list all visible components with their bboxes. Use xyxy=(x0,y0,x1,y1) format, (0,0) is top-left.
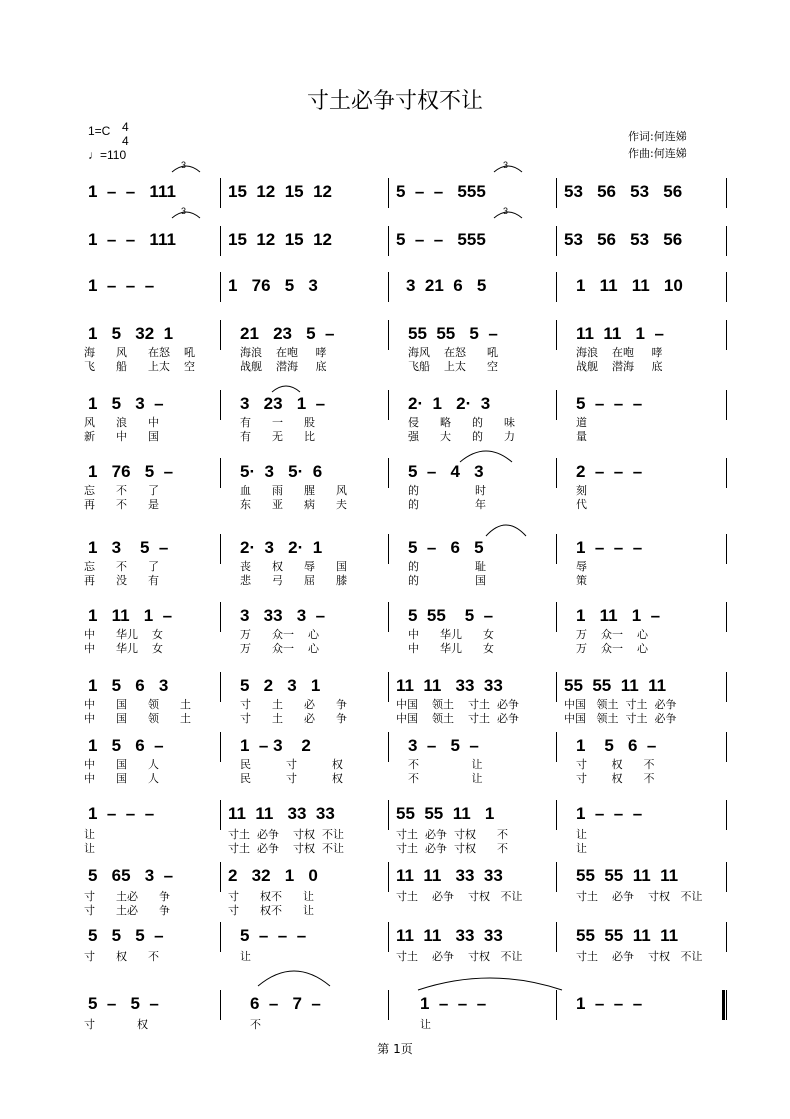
lyric-line: 海 风 在怒 吼 xyxy=(84,346,195,359)
measure: 1 – – – xyxy=(576,538,643,557)
lyric-line: 不 xyxy=(250,1018,261,1031)
lyric-line: 寸 权 不 xyxy=(576,772,655,785)
measure: 1 – 3 2 xyxy=(240,736,311,755)
lyric-line: 的 耻 xyxy=(408,560,486,573)
lyric-line: 寸 权 不 xyxy=(84,950,159,963)
lyric-line: 道 xyxy=(576,416,587,429)
measure: 5 – – 555 xyxy=(396,230,486,249)
measure: 55 55 5 – xyxy=(408,324,498,343)
lyric-line: 寸 权 不 xyxy=(576,758,655,771)
measure: 1 5 6 – xyxy=(576,736,657,755)
measure: 2· 1 2· 3 xyxy=(408,394,491,413)
lyric-line: 寸土 必争 寸权 不让 xyxy=(228,842,344,855)
lyric-line: 中 华儿 女 xyxy=(84,642,163,655)
measure: 1 5 32 1 xyxy=(88,324,174,343)
measure: 5 2 3 1 xyxy=(240,676,321,695)
lyric-line: 让 xyxy=(576,842,587,855)
measure: 53 56 53 56 xyxy=(564,182,683,201)
lyric-line: 中国 领土 寸土 必争 xyxy=(564,712,677,725)
lyric-line: 寸 土必 争 xyxy=(84,890,170,903)
measure: 11 11 33 33 xyxy=(396,926,503,945)
composer-credit: 作曲:何连娣 xyxy=(628,147,687,160)
measure: 5· 3 5· 6 xyxy=(240,462,323,481)
measure: 11 11 1 – xyxy=(576,324,664,343)
measure: 55 55 11 11 xyxy=(576,926,679,945)
measure: 1 – – – xyxy=(420,994,487,1013)
measure: 21 23 5 – xyxy=(240,324,335,343)
lyric-line: 中 华儿 女 xyxy=(408,642,494,655)
lyric-line: 量 xyxy=(576,430,587,443)
lyric-line: 的 年 xyxy=(408,498,486,511)
lyric-line: 海浪 在咆 哮 xyxy=(240,346,327,359)
lyric-line: 寸土 必争 寸权 不让 xyxy=(228,828,344,841)
lyric-line: 让 xyxy=(240,950,251,963)
measure: 1 – – 111 xyxy=(88,230,176,249)
measure: 1 – – 111 xyxy=(88,182,176,201)
measure: 1 76 5 – xyxy=(88,462,174,481)
measure: 5 65 3 – xyxy=(88,866,174,885)
measure: 5 – 6 5 xyxy=(408,538,484,557)
tempo-value: =110 xyxy=(100,148,127,162)
svg-text:3: 3 xyxy=(503,206,509,216)
lyric-line: 寸土 必争 寸权 不 xyxy=(396,828,508,841)
measure: 1 11 1 – xyxy=(576,606,661,625)
lyric-line: 强 大 的 力 xyxy=(408,430,515,443)
lyric-line: 不 让 xyxy=(408,758,483,771)
measure: 1 – – – xyxy=(576,804,643,823)
measure: 55 55 11 1 xyxy=(396,804,495,823)
measure: 15 12 15 12 xyxy=(228,230,332,249)
lyric-line: 寸 土 必 争 xyxy=(240,698,347,711)
measure: 2· 3 2· 1 xyxy=(240,538,323,557)
lyric-line: 再 没 有 xyxy=(84,574,159,587)
lyric-line: 飞船 上太 空 xyxy=(408,360,498,373)
lyric-line: 血 雨 腥 风 xyxy=(240,484,347,497)
measure: 1 5 3 – xyxy=(88,394,164,413)
measure: 3 21 6 5 xyxy=(406,276,487,295)
lyric-line: 忘 不 了 xyxy=(84,560,159,573)
measure: 1 5 6 – xyxy=(88,736,164,755)
svg-text:3: 3 xyxy=(181,206,187,216)
lyric-line: 万 众一 心 xyxy=(240,642,319,655)
lyric-line: 让 xyxy=(84,828,95,841)
song-title: 寸土必争寸权不让 xyxy=(306,89,483,114)
lyric-line: 海风 在怒 吼 xyxy=(408,346,498,359)
lyric-line: 风 浪 中 xyxy=(84,416,159,429)
lyric-line: 让 xyxy=(420,1018,431,1031)
lyric-line: 寸土 必争 寸权 不让 xyxy=(576,950,703,963)
measure: 15 12 15 12 xyxy=(228,182,332,201)
measure: 1 5 6 3 xyxy=(88,676,169,695)
lyric-line: 代 xyxy=(576,498,587,511)
lyric-line: 民 寸 权 xyxy=(240,772,343,785)
lyric-line: 中国 领土 寸土 必争 xyxy=(396,698,519,711)
measure: 1 11 1 – xyxy=(88,606,173,625)
lyric-line: 侵 略 的 味 xyxy=(408,416,515,429)
measure: 1 – – – xyxy=(88,276,155,295)
svg-text:3: 3 xyxy=(503,160,509,170)
lyric-line: 战舰 潜海 底 xyxy=(240,360,327,373)
measure: 3 33 3 – xyxy=(240,606,326,625)
lyric-line: 民 寸 权 xyxy=(240,758,343,771)
lyric-line: 寸土 必争 寸权 不让 xyxy=(396,950,523,963)
lyric-line: 再 不 是 xyxy=(84,498,159,511)
lyric-line: 寸 土 必 争 xyxy=(240,712,347,725)
svg-text:3: 3 xyxy=(181,160,187,170)
lyric-line: 飞 船 上太 空 xyxy=(84,360,195,373)
lyric-line: 辱 xyxy=(576,560,587,573)
measure: 5 – – 555 xyxy=(396,182,486,201)
lyric-line: 中 华儿 女 xyxy=(408,628,494,641)
lyric-line: 忘 不 了 xyxy=(84,484,159,497)
lyric-line: 有 无 比 xyxy=(240,430,315,443)
lyric-line: 策 xyxy=(576,574,587,587)
lyric-line: 中国 领土 寸土 必争 xyxy=(564,698,677,711)
time-top: 4 xyxy=(122,120,129,134)
lyric-line: 中 国 领 土 xyxy=(84,698,191,711)
measure: 5 – 5 – xyxy=(88,994,159,1013)
measure: 2 – – – xyxy=(576,462,643,481)
measure: 6 – 7 – xyxy=(250,994,321,1013)
measure: 11 11 33 33 xyxy=(228,804,335,823)
lyric-line: 刻 xyxy=(576,484,587,497)
lyric-line: 寸 权不 让 xyxy=(228,904,314,917)
measure: 11 11 33 33 xyxy=(396,866,503,885)
lyricist-credit: 作词:何连娣 xyxy=(628,130,687,143)
lyric-line: 让 xyxy=(576,828,587,841)
lyric-line: 万 众一 心 xyxy=(240,628,319,641)
lyric-line: 海浪 在咆 哮 xyxy=(576,346,663,359)
time-bottom: 4 xyxy=(122,134,129,148)
measure: 55 55 11 11 xyxy=(564,676,667,695)
lyric-line: 新 中 国 xyxy=(84,430,159,443)
lyric-line: 寸 权不 让 xyxy=(228,890,314,903)
measure: 3 – 5 – xyxy=(408,736,479,755)
lyric-line: 有 一 股 xyxy=(240,416,315,429)
lyric-line: 战舰 潜海 底 xyxy=(576,360,663,373)
measure: 1 – – – xyxy=(88,804,155,823)
measure: 5 5 5 – xyxy=(88,926,164,945)
measure: 1 – – – xyxy=(576,994,643,1013)
lyric-line: 东 亚 病 夫 xyxy=(240,498,347,511)
measure: 1 3 5 – xyxy=(88,538,169,557)
key-signature: 1=C xyxy=(88,124,111,138)
lyric-line: 寸土 必争 寸权 不 xyxy=(396,842,508,855)
quarter-note-icon: ♩ xyxy=(88,148,100,162)
lyric-line: 的 时 xyxy=(408,484,486,497)
lyric-line: 中 华儿 女 xyxy=(84,628,163,641)
measure: 5 – – – xyxy=(576,394,643,413)
lyric-line: 悲 弓 屈 膝 xyxy=(240,574,347,587)
lyric-line: 中国 领土 寸土 必争 xyxy=(396,712,519,725)
lyric-line: 丧 权 辱 国 xyxy=(240,560,347,573)
measure: 1 11 11 10 xyxy=(576,276,683,295)
lyric-line: 让 xyxy=(84,842,95,855)
lyric-line: 中 国 人 xyxy=(84,772,159,785)
lyric-line: 寸 土必 争 xyxy=(84,904,170,917)
measure: 53 56 53 56 xyxy=(564,230,683,249)
lyric-line: 寸土 必争 寸权 不让 xyxy=(396,890,523,903)
lyric-line: 不 让 xyxy=(408,772,483,785)
lyric-line: 万 众一 心 xyxy=(576,628,648,641)
lyric-line: 寸 权 xyxy=(84,1018,148,1031)
measure: 3 23 1 – xyxy=(240,394,326,413)
measure: 1 76 5 3 xyxy=(228,276,318,295)
measure: 5 – 4 3 xyxy=(408,462,484,481)
lyric-line: 寸土 必争 寸权 不让 xyxy=(576,890,703,903)
lyric-line: 中 国 人 xyxy=(84,758,159,771)
page-number: 第 1页 xyxy=(377,1042,413,1056)
lyric-line: 的 国 xyxy=(408,574,486,587)
lyric-line: 万 众一 心 xyxy=(576,642,648,655)
measure: 5 – – – xyxy=(240,926,307,945)
measure: 11 11 33 33 xyxy=(396,676,503,695)
measure: 55 55 11 11 xyxy=(576,866,679,885)
measure: 5 55 5 – xyxy=(408,606,494,625)
measure: 2 32 1 0 xyxy=(228,866,318,885)
lyric-line: 中 国 领 土 xyxy=(84,712,191,725)
